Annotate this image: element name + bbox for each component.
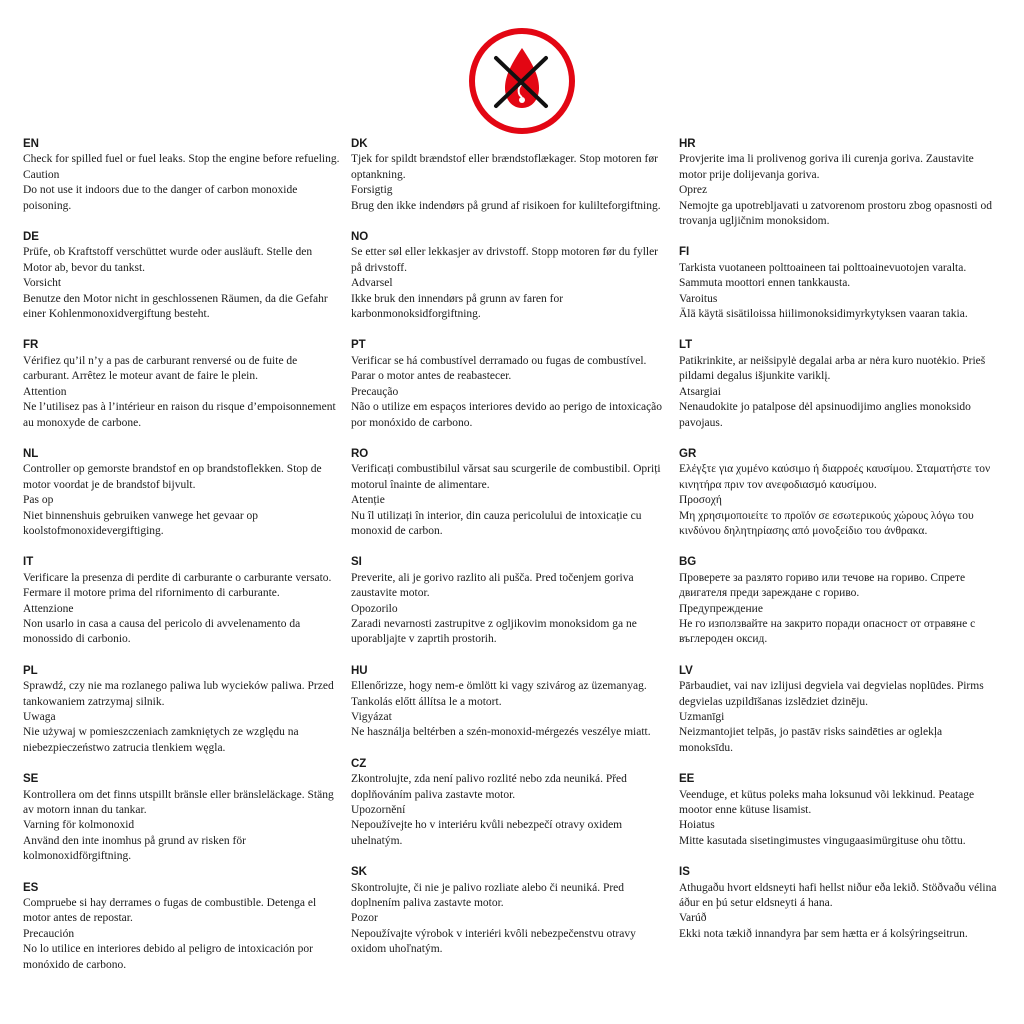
caution-text: Ikke bruk den innendørs på grunn av faren for karbonmonoksidforgiftning. [351, 292, 564, 321]
language-section [679, 865, 997, 942]
language-code: NO [351, 231, 369, 244]
language-section [23, 772, 341, 864]
caution-text: Neizmantojiet telpās, jo pastāv risks saindēties ar oglekļa monoksīdu. [679, 726, 943, 754]
fuel-warning: Prüfe, ob Kraftstoff verschüttet wurde oder ausläuft. Stelle den Motor ab, bevor du tankst. [23, 246, 313, 274]
caution-label: Upozornění [351, 804, 406, 817]
language-code: SI [351, 556, 362, 569]
fuel-warning: Проверете за разлято гориво или течове на гориво. Спрете двигателя преди зареждане с гориво. [679, 571, 966, 600]
language-code: PL [23, 664, 38, 677]
caution-label: Varning för kolmonoxid [23, 819, 135, 832]
language-code: GR [679, 447, 697, 460]
fuel-warning: Compruebe si hay derrames o fugas de combustible. Detenga el motor antes de repostar. [23, 897, 317, 925]
fuel-warning: Ελέγξτε για χυμένο καύσιμο ή διαρροές καυσίμου. Σταματήστε τον κινητήρα πριν τον ανεφοδιασμό καυσίμου. [679, 463, 991, 491]
caution-text: Ekki nota tækið innandyra þar sem hætta er á kolsýringseitrun. [679, 927, 968, 940]
language-section [351, 137, 669, 214]
caution-text: Ne l’utilisez pas à l’intérieur en raison du risque d’empoisonnement au monoxyde de carbone. [23, 401, 336, 429]
warning-columns [23, 137, 1003, 989]
language-code: CZ [351, 757, 367, 770]
caution-label: Предупреждение [679, 602, 763, 615]
caution-label: Pas op [23, 494, 54, 507]
language-code: FI [679, 246, 690, 259]
language-section [679, 664, 997, 756]
language-section [23, 137, 341, 214]
caution-text: Mitte kasutada sisetingimustes vingugaasimürgituse ohu tõttu. [679, 834, 966, 847]
language-section [23, 555, 341, 647]
language-section [679, 137, 997, 229]
caution-text: Brug den ikke indendørs på grund af risikoen for kulilteforgiftning. [351, 199, 661, 212]
fuel-warning: Verificar se há combustível derramado ou fugas de combustível. Parar o motor antes de reabastecer. [351, 354, 647, 383]
language-code: EN [23, 138, 39, 150]
language-section [679, 338, 997, 430]
caution-label: Oprez [679, 184, 708, 197]
fuel-warning: Verificați combustibilul vărsat sau scurgerile de combustibil. Opriți motorul înainte de alimentare. [351, 463, 661, 491]
caution-text: Не го използвайте на закрито поради опасност от отравяне с въглероден оксид. [679, 617, 976, 646]
language-code: IS [679, 866, 690, 879]
language-code: FR [23, 339, 39, 352]
caution-text: Não o utilize em espaços interiores devido ao perigo de intoxicação por monóxido de carbono. [351, 401, 663, 429]
fuel-warning: Athugaðu hvort eldsneyti hafi hellst niður eða lekið. Stöðvaðu vélina áður en þú setur eldsneyti á hana. [679, 881, 997, 910]
fuel-warning: Preverite, ali je gorivo razlito ali pušča. Pred točenjem goriva zaustavite motor. [351, 571, 634, 600]
fuel-warning: Skontrolujte, či nie je palivo rozliate alebo či neuniká. Pred doplnením paliva zastavte motor. [351, 881, 625, 910]
language-section [351, 338, 669, 430]
caution-text: Do not use it indoors due to the danger of carbon monoxide poisoning. [23, 184, 298, 212]
language-section [679, 447, 997, 539]
caution-label: Hoiatus [679, 819, 715, 832]
caution-text: Zaradi nevarnosti zastrupitve z ogljikovim monoksidom ga ne uporabljajte v zaprtih prostorih. [351, 617, 637, 646]
language-section [351, 757, 669, 849]
language-code: SE [23, 773, 39, 786]
caution-label: Atenție [351, 494, 385, 507]
caution-text: Benutze den Motor nicht in geschlossenen Räumen, da die Gefahr einer Kohlenmonoxidvergiftung besteht. [23, 292, 328, 321]
caution-text: Nepoužívejte ho v interiéru kvůli nebezpečí otravy oxidem uhelnatým. [351, 819, 623, 847]
fuel-warning: Verificare la presenza di perdite di carburante o carburante versato. Fermare il motore prima del rifornimento di carburante. [23, 571, 332, 600]
language-code: HR [679, 138, 696, 150]
caution-label: Forsigtig [351, 184, 393, 197]
language-section [23, 447, 341, 539]
language-code: ES [23, 881, 39, 894]
language-code: RO [351, 447, 369, 460]
language-code: IT [23, 556, 34, 569]
caution-text: Niet binnenshuis gebruiken vanwege het gevaar op koolstofmonoxidevergiftiging. [23, 509, 259, 537]
language-section [23, 881, 341, 973]
language-code: PT [351, 339, 366, 352]
fuel-warning: Patikrinkite, ar neišsipylė degalai arba ar nėra kuro nuotėkio. Prieš pildami degalus išjunkite variklį. [679, 354, 986, 383]
language-section [351, 230, 669, 322]
caution-text: Nenaudokite jo patalpose dėl apsinuodijimo anglies monoksido pavojaus. [679, 401, 971, 429]
caution-label: Vigyázat [351, 711, 392, 723]
language-section [679, 555, 997, 647]
fuel-warning: Ellenőrizze, hogy nem-e ömlött ki vagy szivárog az üzemanyag. Tankolás előtt állítsa le a motort. [351, 680, 647, 708]
fuel-warning: Sprawdź, czy nie ma rozlanego paliwa lub wycieków paliwa. Przed tankowaniem zatrzymaj silnik. [23, 680, 334, 708]
language-section [351, 555, 669, 647]
caution-label: Attenzione [23, 602, 74, 615]
caution-text: Ne használja beltérben a szén-monoxid-mérgezés veszélye miatt. [351, 726, 651, 739]
language-code: LV [679, 664, 693, 677]
caution-text: Älä käytä sisätiloissa hiilimonoksidimyrkytyksen vaaran takia. [679, 308, 968, 321]
caution-label: Pozor [351, 912, 378, 925]
caution-text: Nepoužívajte výrobok v interiéri kvôli nebezpečenstvu otravy oxidom uhoľnatým. [351, 927, 636, 956]
language-section [23, 230, 341, 322]
caution-text: Non usarlo in casa a causa del pericolo di avvelenamento da monossido di carbonio. [23, 617, 301, 646]
fuel-warning: Pārbaudiet, vai nav izlijusi degviela vai degvielas noplūdes. Pirms degvielas uzpildīšanas izslēdziet dzinēju. [679, 680, 984, 708]
caution-label: Atsargiai [679, 385, 721, 398]
language-code: EE [679, 773, 695, 786]
language-code: HU [351, 664, 368, 677]
caution-label: Vorsicht [23, 277, 62, 290]
caution-label: Varoitus [679, 292, 718, 305]
caution-text: Nemojte ga upotrebljavati u zatvorenom prostoru zbog opasnosti od trovanja ugljičnim monoksidom. [679, 199, 992, 228]
fuel-warning: Se etter søl eller lekkasjer av drivstoff. Stopp motoren før du fyller på drivstoff. [351, 246, 659, 274]
caution-text: No lo utilice en interiores debido al peligro de intoxicación por monóxido de carbono. [23, 943, 313, 971]
no-fuel-drop-icon [467, 26, 577, 136]
fuel-warning: Tarkista vuotaneen polttoaineen tai polttoainevuotojen varalta. Sammuta moottori ennen tankkausta. [679, 261, 967, 290]
fuel-warning: Veenduge, et kütus poleks maha loksunud või lekkinud. Peatage mootor enne kütuse lisamist. [679, 788, 975, 817]
language-section [23, 664, 341, 756]
caution-text: Nie używaj w pomieszczeniach zamkniętych ze względu na niebezpieczeństwo zatrucia tlenkiem węgla. [23, 726, 299, 754]
caution-text: Μη χρησιμοποιείτε το προϊόν σε εσωτερικούς χώρους λόγω του κινδύνου δηλητηρίασης από μονοξείδιο του άνθρακα. [679, 509, 974, 537]
language-section [351, 447, 669, 539]
caution-label: Advarsel [351, 277, 393, 290]
caution-text: Använd den inte inomhus på grund av risken för kolmonoxidförgiftning. [23, 834, 246, 863]
caution-label: Προσοχή [679, 494, 722, 507]
language-section [23, 338, 341, 430]
language-code: SK [351, 866, 367, 879]
language-section [351, 865, 669, 957]
language-code: BG [679, 556, 697, 569]
fuel-warning: Vérifiez qu’il n’y a pas de carburant renversé ou de fuite de carburant. Arrêtez le moteur avant de faire le plein. [23, 354, 298, 383]
caution-label: Uwaga [23, 711, 56, 723]
caution-label: Caution [23, 168, 60, 181]
caution-label: Uzmanīgi [679, 711, 725, 723]
language-section [679, 245, 997, 322]
fuel-warning: Zkontrolujte, zda není palivo rozlité nebo zda neuniká. Před doplňováním paliva zastavte motor. [351, 773, 627, 801]
fuel-warning: Provjerite ima li prolivenog goriva ili curenja goriva. Zaustavite motor prije dolijevanja goriva. [679, 153, 974, 181]
column-3 [679, 137, 997, 989]
language-code: DK [351, 138, 368, 150]
caution-label: Precaución [23, 927, 75, 940]
fuel-warning: Controller op gemorste brandstof en op brandstoflekken. Stop de motor voordat je de brandstof bijvult. [23, 463, 322, 491]
fuel-warning: Tjek for spildt brændstof eller brændstoflækager. Stop motoren før optankning. [351, 153, 658, 181]
language-section [351, 664, 669, 741]
language-code: DE [23, 231, 39, 244]
language-section [679, 772, 997, 849]
fuel-warning: Check for spilled fuel or fuel leaks. Stop the engine before refueling. [23, 153, 340, 166]
language-code: NL [23, 447, 39, 460]
caution-text: Nu îl utilizați în interior, din cauza pericolului de intoxicație cu monoxid de carbon. [351, 509, 642, 537]
caution-label: Attention [23, 385, 67, 398]
column-1 [23, 137, 341, 989]
column-2 [351, 137, 669, 989]
language-code: LT [679, 339, 693, 352]
fuel-warning: Kontrollera om det finns utspillt bränsle eller bränsleläckage. Stäng av motorn innan du tankar. [23, 788, 334, 817]
caution-label: Precaução [351, 385, 399, 398]
caution-label: Opozorilo [351, 602, 398, 615]
caution-label: Varúð [679, 912, 707, 925]
